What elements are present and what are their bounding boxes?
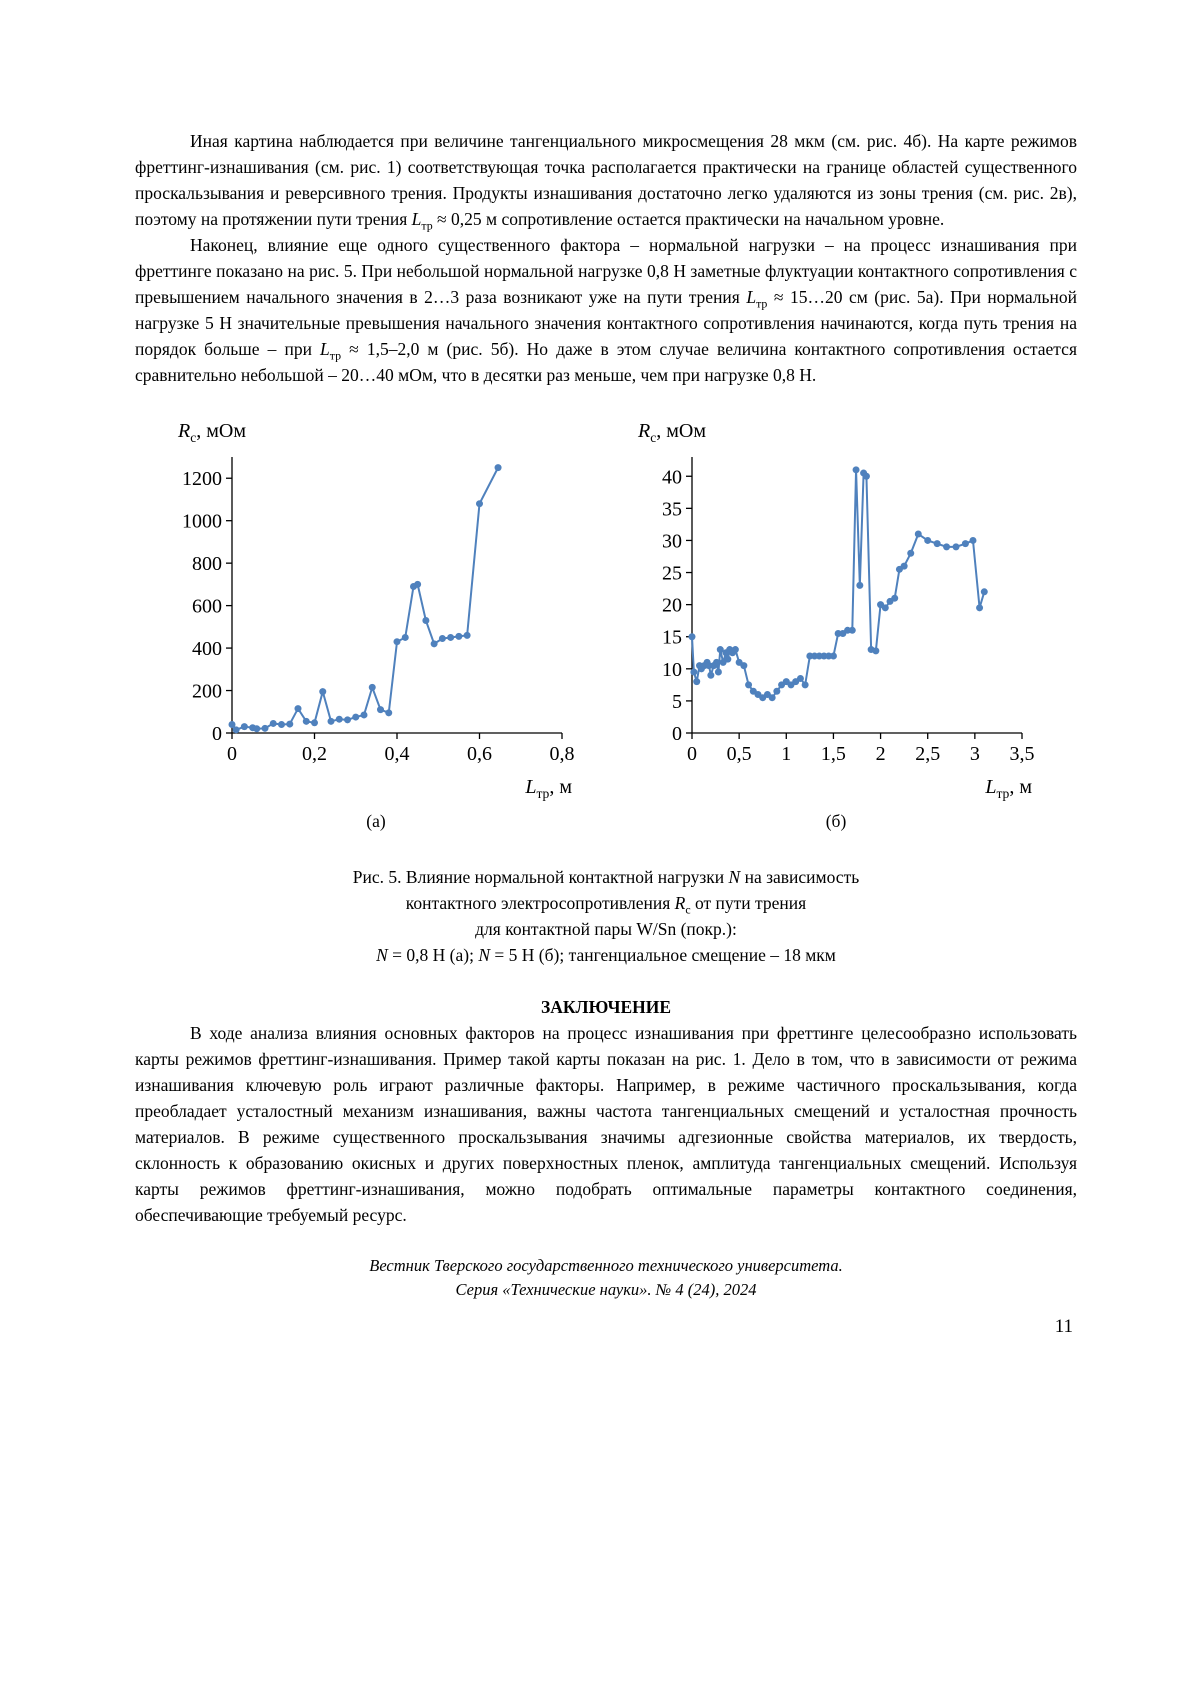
caption-line-3: для контактной пары W/Sn (покр.): (475, 919, 737, 939)
data-point (336, 716, 343, 723)
y-tick-label: 20 (662, 594, 682, 617)
data-point (724, 656, 731, 663)
data-point (690, 669, 697, 676)
data-point (303, 718, 310, 725)
conclusion-paragraph: В ходе анализа влияния основных факторов на процесс изнашивания при фреттинге целесообразно использовать карты режимов фреттинг-изнашивания. Пример такой карты показан на рис. 1. Дело в том, что в зависимости от режима изнашивания ключевую роль играют различные факторы. Например, в режиме частичного проскальзывания, когда преобладает усталостный механизм изнашивания, важны частота тангенциальных смещений и усталостная прочность материалов. В режиме существенного проскальзывания значимы адгезионные свойства материалов, их твердость, склонность к образованию окисных и других поверхностных пленок, амплитуда тангенциальных смещений. Используя карты режимов фреттинг-изнашивания, можно подобрать оптимальные параметры контактного соединения, обеспечивающие требуемый ресурс. (135, 1023, 1077, 1225)
y-tick-label: 10 (662, 658, 682, 681)
data-point (853, 466, 860, 473)
data-point (924, 537, 931, 544)
data-point (328, 718, 335, 725)
data-point (849, 627, 856, 634)
chart-b-x-axis-title: $L_{тр}$, м (985, 776, 1032, 801)
data-point (802, 681, 809, 688)
data-point (422, 617, 429, 624)
x-tick-label: 0,2 (302, 743, 327, 765)
data-point (447, 634, 454, 641)
data-point (872, 647, 879, 654)
data-point (464, 632, 471, 639)
x-tick-label: 0,5 (726, 743, 752, 765)
caption-line-2: контактного электросопротивления $R_c$ от пути трения (405, 893, 807, 917)
data-point (953, 543, 960, 550)
x-tick-label: 1 (781, 743, 792, 765)
y-tick-label: 400 (192, 638, 222, 661)
page-number: 11 (1054, 1316, 1073, 1337)
chart-a-x-axis-title: $L_{тр}$, м (525, 776, 572, 801)
caption-line-1: Рис. 5. Влияние нормальной контактной нагрузки N на зависимость (352, 867, 860, 887)
x-tick-label: 0 (687, 743, 697, 765)
page-content (135, 128, 1077, 1338)
chart-b (624, 420, 1048, 832)
data-point (295, 705, 302, 712)
x-tick-label: 1,5 (820, 743, 846, 765)
data-point (856, 582, 863, 589)
data-point (713, 659, 720, 666)
charts-row (135, 420, 1077, 832)
data-series-line (232, 468, 498, 730)
y-tick-label: 35 (662, 498, 682, 521)
data-point (976, 604, 983, 611)
x-tick-label: 0 (227, 743, 237, 765)
data-point (431, 640, 438, 647)
x-tick-label: 0,6 (467, 743, 492, 765)
y-tick-label: 0 (212, 723, 222, 745)
figure-caption (135, 864, 1077, 968)
data-point (863, 473, 870, 480)
data-point (455, 633, 462, 640)
chart-a (164, 420, 588, 832)
x-tick-label: 0,4 (384, 743, 410, 765)
y-tick-label: 15 (662, 626, 682, 649)
chart-a-sublabel: (а) (366, 811, 386, 831)
chart-a-plot (164, 445, 588, 775)
y-tick-label: 1200 (182, 468, 222, 491)
conclusion-heading: ЗАКЛЮЧЕНИЕ (540, 997, 672, 1017)
data-point (262, 725, 269, 732)
data-point (891, 595, 898, 602)
data-point (689, 633, 696, 640)
data-point (414, 581, 421, 588)
data-point (352, 714, 359, 721)
data-point (241, 723, 248, 730)
data-point (934, 540, 941, 547)
y-tick-label: 5 (672, 690, 682, 713)
data-point (361, 711, 368, 718)
data-point (270, 720, 277, 727)
caption-line-4: N = 0,8 Н (а); N = 5 Н (б); тангенциальное смещение – 18 мкм (376, 945, 836, 965)
data-point (707, 672, 714, 679)
data-point (344, 716, 351, 723)
data-point (369, 684, 376, 691)
data-point (773, 688, 780, 695)
data-point (882, 604, 889, 611)
data-point (476, 500, 483, 507)
data-point (385, 709, 392, 716)
chart-b-y-axis-title: $R_c$, мОм (638, 420, 707, 445)
data-point (278, 721, 285, 728)
data-point (830, 652, 837, 659)
x-tick-label: 3 (969, 743, 980, 765)
data-point (907, 550, 914, 557)
data-point (693, 678, 700, 685)
journal-footer (135, 1254, 1077, 1302)
y-tick-label: 1000 (182, 510, 222, 533)
footer-line-2: Серия «Технические науки». № 4 (24), 2024 (455, 1280, 757, 1299)
chart-b-sublabel: (б) (825, 811, 847, 831)
y-tick-label: 200 (192, 680, 222, 703)
y-tick-label: 600 (192, 595, 222, 618)
data-point (394, 638, 401, 645)
data-point (377, 706, 384, 713)
chart-a-y-axis-title: $R_c$, мОм (178, 420, 247, 445)
body-paragraph-2: Наконец, влияние еще одного существенного фактора – нормальной нагрузки – на процесс изнашивания при фреттинге показано на рис. 5. При небольшой нормальной нагрузке 0,8 Н заметные флуктуации контактного сопротивления с превышением начального значения в 2…3 раза возникают уже на пути трения $L_{тр}$ ≈ 15…20 см (рис. 5а). При нормальной нагрузке 5 Н значительные превышения начального значения контактного сопротивления начинаются, когда путь трения на порядок больше – при $L_{тр} \approx 1,5-2,0$ м (рис. 5б). Но даже в этом случае величина контактного сопротивления остается сравнительно небольшой – 20…40 мОм, что в десятки раз меньше, чем при нагрузке 0,8 Н. (135, 235, 1077, 385)
x-tick-label: 3,5 (1009, 743, 1035, 765)
data-point (732, 646, 739, 653)
data-point (402, 634, 409, 641)
data-point (286, 721, 293, 728)
footer-line-1: Вестник Тверского государственного технического университета. (369, 1256, 843, 1275)
y-tick-label: 30 (662, 530, 682, 553)
data-point (797, 675, 804, 682)
figure-5 (135, 420, 1077, 968)
data-point (311, 719, 318, 726)
data-point (962, 540, 969, 547)
y-tick-label: 25 (662, 562, 682, 585)
data-point (253, 725, 260, 732)
data-point (495, 464, 502, 471)
data-point (943, 543, 950, 550)
body-paragraph-1: Иная картина наблюдается при величине тангенциального микросмещения 28 мкм (см. рис. 4б). На карте режимов фреттинг-изнашивания (см. рис. 1) соответствующая точка располагается практически на границе областей существенного проскальзывания и реверсивного трения. Продукты изнашивания достаточно легко удаляются из зоны трения (см. рис. 2в), поэтому на протяжении пути трения $L_{тр} \approx 0,25$ м сопротивление остается практически на начальном уровне. (135, 131, 1077, 233)
data-point (715, 669, 722, 676)
x-tick-label: 2 (875, 743, 886, 765)
data-point (915, 531, 922, 538)
x-tick-label: 2,5 (915, 743, 941, 765)
x-tick-label: 0,8 (549, 743, 575, 765)
y-tick-label: 0 (672, 723, 682, 745)
data-point (769, 694, 776, 701)
y-tick-label: 40 (662, 466, 682, 489)
data-point (439, 635, 446, 642)
data-point (319, 688, 326, 695)
data-point (901, 563, 908, 570)
chart-b-plot (624, 445, 1048, 775)
y-tick-label: 800 (192, 553, 222, 576)
data-point (233, 726, 240, 733)
data-point (740, 662, 747, 669)
data-point (745, 681, 752, 688)
data-point (969, 537, 976, 544)
data-point (981, 588, 988, 595)
